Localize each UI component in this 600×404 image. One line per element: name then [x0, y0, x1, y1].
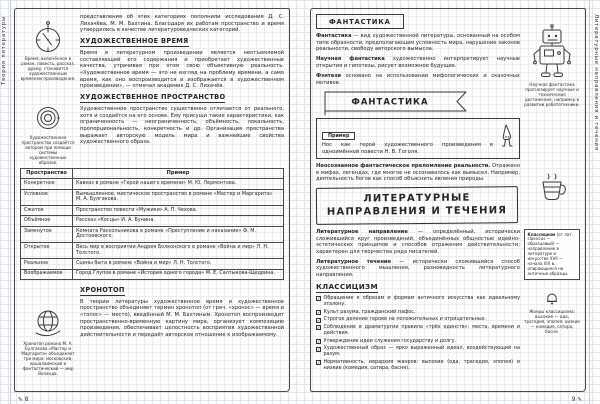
space-type: Условное: [21, 189, 73, 205]
page-number-value: 9: [571, 396, 576, 403]
chronotope-heading: ХРОНОТОП: [80, 285, 125, 294]
spiral-orbits-icon: [33, 103, 63, 133]
table-row: [21, 189, 284, 205]
table-header-example: Пример: [73, 169, 284, 179]
chronotope-margin-caption: Хронотоп романа М. А. Булгакова «Мастер и Маргарита» объединяет три мира: московский, ершалаимский и фантастический — мир Воланда.: [21, 340, 75, 376]
table-header-row: [21, 169, 284, 179]
literary-direction-paragraph: [316, 229, 520, 255]
right-page-section: [316, 14, 580, 386]
space-type: Замкнутое: [21, 226, 73, 242]
checkbox-icon: ✓: [317, 325, 321, 331]
space-example: Вымышленное, мистическое пространство в романе «Мастер и Маргарита» М. А. Булгакова.: [73, 189, 284, 205]
checklist-item: [316, 339, 520, 345]
table-row: [21, 179, 284, 189]
fentezy-text: основано на использовании мифологических и сказочных мотивов.: [316, 72, 520, 86]
unconscious-fantasy-text: Отражено в мифах, легендах, где многое не осознавалось как вымысел. Например, деятельность богов как способ объяснить явления природы.: [316, 163, 520, 183]
table-header-space: Пространство: [21, 169, 73, 179]
fentezy-paragraph: [316, 73, 520, 86]
checklist-item: [316, 317, 520, 323]
robot-margin-caption: Научная фантастика прогнозирует научные и технические достижения, например в развитии робототехники.: [524, 82, 580, 107]
classicism-checklist: [316, 296, 520, 372]
left-page: [14, 8, 290, 392]
pencil-icon: ✎: [18, 396, 23, 403]
space-example: Комната Раскольникова в романе «Преступление и наказание» Ф. М. Достоевского.: [73, 226, 284, 242]
fantasy-term: Фантастика: [316, 33, 352, 39]
space-type: Сжатое: [21, 205, 73, 215]
fantasy-banner-label: ФАНТАСТИКА: [351, 97, 429, 108]
unconscious-fantasy-lead: Неосознанное фантастическое преломление реальности.: [316, 163, 491, 170]
checkbox-icon: ✓: [317, 317, 321, 323]
pencil-icon: ✎: [577, 396, 582, 403]
checkbox-icon: ✓: [317, 309, 321, 315]
space-type: Воображаемое: [21, 269, 73, 279]
fantasy-flag-banner: [320, 90, 470, 116]
chronotope-paragraph: В теории литературы художественное время и художественное пространство объединяет термин хронотоп (от греч. «хронос» — время и «топос» — место), введённый М. М. Бахтиным. Хронотоп воспроизводит пространственно-временную картину мира, организует композицию произведения, обеспечивает целостность восприятия художественной действительности и передаёт авторское отношение к изображаемому.: [80, 298, 284, 338]
left-page-number: [18, 396, 28, 403]
checkbox-icon: ✓: [317, 338, 321, 344]
left-trim-line: [10, 0, 11, 404]
artistic-time-paragraph: Время в литературном произведении является неотъемлемой составляющей его содержания и приобретает художественные качества, утрачивая при этом свою объективную реальность. «Художественное время — это не взгляд на проблему времени, а само время, как оно воспроизводится и изображается в художественном произведении», — отмечал академик Д. С. Лихачёв.: [80, 50, 284, 90]
science-fiction-term: Научная фантастика: [316, 56, 385, 63]
left-margin-column-bottom: [20, 283, 76, 376]
left-margin-column: [20, 14, 76, 165]
unconscious-fantasy-paragraph: [316, 163, 520, 183]
fantasy-heading-box: ФАНТАСТИКА: [316, 14, 404, 29]
right-trim-line: [589, 0, 590, 404]
space-types-table: [20, 168, 284, 280]
bell-icon: [545, 292, 559, 307]
fentezy-term: Фэнтези: [316, 72, 341, 79]
checklist-item: [316, 360, 520, 372]
checklist-item: [316, 346, 520, 358]
movements-title-box: ЛИТЕРАТУРНЫЕ НАПРАВЛЕНИЯ И ТЕЧЕНИЯ: [316, 186, 518, 225]
space-type: Открытое: [21, 242, 73, 258]
checklist-item: [316, 296, 520, 308]
space-example: Рассказ «Косцы» И. А. Бунина.: [73, 216, 284, 226]
artistic-time-heading: ХУДОЖЕСТВЕННОЕ ВРЕМЯ: [80, 37, 189, 46]
space-type: Объёмное: [21, 216, 73, 226]
example-box: [316, 118, 520, 159]
table-row: [21, 216, 284, 226]
classicism-term-text: (от лат. classicus — образцовый) — направление в литературе и искусстве XVII — начала XIX в., опирающееся на античные образцы.: [527, 231, 573, 276]
teacup-icon: [536, 173, 568, 207]
example-text: Нос как герой художественного произведения в одноимённой повести Н. В. Гоголя.: [322, 141, 493, 155]
right-edge-tab: Литературные направления и течения: [593, 14, 599, 151]
space-type: Реальное: [21, 259, 73, 269]
checkbox-icon: ✓: [317, 346, 321, 352]
table-row: [21, 259, 284, 269]
literary-current-text: — исторически сложившийся способ художественного мышления, разновидность литературного направления.: [316, 258, 520, 278]
literary-direction-term: Литературное направление: [316, 228, 408, 235]
classicism-margin-note: [524, 229, 580, 280]
checklist-text: Художественный образ — ярко выраженный идеал, воздействующий на разум.: [323, 345, 520, 358]
robot-icon: [530, 24, 574, 80]
checklist-text: Нормативность, иерархия жанров: высокие (ода, трагедия, эпопея) и низкие (комедия, сатира, басня).: [323, 358, 520, 371]
nose-character-doodle: [497, 123, 515, 149]
artistic-space-heading: ХУДОЖЕСТВЕННОЕ ПРОСТРАНСТВО: [80, 93, 226, 102]
artistic-space-paragraph: Художественное пространство существенно отличается от реального, хотя и создаётся на его основе. Ему присущи такие характеристики, как ограниченность — неограниченность, объёмность, локальность, пропорциональность, конкретность и др. Организация пространства выражает авторскую модель мира и важнейшие свойства художественного образа.: [80, 106, 284, 146]
fantasy-definition-paragraph: [316, 33, 520, 53]
left-page-top-section: [20, 14, 284, 165]
table-row: [21, 242, 284, 258]
checklist-text: Утверждение идеи служения государству и долгу.: [323, 337, 457, 344]
example-label: Пример: [322, 132, 355, 141]
space-example: Кавказ в романе «Герой нашего времени» М. Ю. Лермонтова.: [73, 179, 284, 189]
literary-direction-text: — определённый, исторически сложившийся круг произведений, объединённых общностью идейно-эстетических принципов и способов отражения действительности; характерен для творчества ряда писателей.: [316, 228, 520, 255]
globe-icon: [33, 307, 63, 339]
space-example: Город Глупов в романе «История одного города» М. Е. Салтыкова-Щедрина.: [73, 269, 284, 279]
left-page-bottom-section: [20, 283, 284, 376]
checklist-item: [316, 325, 520, 337]
space-type: Конкретное: [21, 179, 73, 189]
table-row: [21, 269, 284, 279]
science-fiction-text: художественно интерпретирует научные открытия и гипотезы, рисует возможное будущее.: [316, 56, 520, 69]
literary-current-paragraph: [316, 259, 520, 279]
compass-clock-icon: [33, 20, 63, 54]
left-edge-tab: Теория литературы: [1, 16, 7, 85]
genres-margin-caption: Жанры классицизма: высокие — ода, трагедия, эпопея; низкие — комедия, сатира, басня.: [524, 309, 580, 335]
checklist-text: Обращение к образам и формам античного искусства как идеальному эталону.: [323, 294, 520, 307]
left-main-column: [80, 14, 284, 165]
checklist-text: Строгое деление героев на положительных и отрицательных.: [323, 316, 487, 323]
table-row: [21, 205, 284, 215]
space-margin-caption: Художественное пространство создаётся автором при помощи системы художественных образов.: [21, 135, 75, 165]
checkbox-icon: ✓: [317, 296, 321, 302]
intro-paragraph: представления об этих категориях пополнили исследования Д. С. Лихачёва, М. М. Бахтина. Благодаря их работам пространство и время утвердились в качестве литературоведческих категорий.: [80, 14, 284, 34]
checklist-text: Соблюдение в драматургии правила «трёх единств»: места, времени и действия.: [323, 323, 520, 336]
time-margin-caption: Время, включённое в роман, повесть, рассказ, драму, становится художественным временем произведения.: [20, 56, 76, 81]
right-main-column: [316, 14, 520, 386]
space-example: Сцены быта в романе «Война и мир» Л. Н. Толстого.: [73, 259, 284, 269]
space-example: Весь мир в восприятии Андрея Болконского в романе «Война и мир» Л. Н. Толстого.: [73, 242, 284, 258]
right-page-number: [572, 396, 582, 403]
checklist-item: [316, 310, 520, 316]
fantasy-definition: — вид художественной литературы, основанный на особом типе образности, предполагающем условность мира, нарушение законов реальности, свободу авторского вымысла.: [316, 33, 520, 53]
space-example: Пространство повести «Мужики» А. П. Чехова.: [73, 205, 284, 215]
page-number-value: 8: [24, 396, 29, 403]
left-main-column-bottom: [80, 283, 284, 376]
right-page: [310, 8, 586, 392]
table-row: [21, 226, 284, 242]
checkbox-icon: ✓: [317, 360, 321, 366]
science-fiction-paragraph: [316, 56, 520, 69]
classicism-heading: КЛАССИЦИЗМ: [316, 282, 378, 292]
right-margin-column: [524, 14, 580, 386]
checklist-text: Культ разума, гражданский пафос.: [323, 308, 416, 315]
classicism-term: Классицизм: [527, 231, 556, 237]
literary-current-term: Литературное течение: [316, 258, 392, 265]
